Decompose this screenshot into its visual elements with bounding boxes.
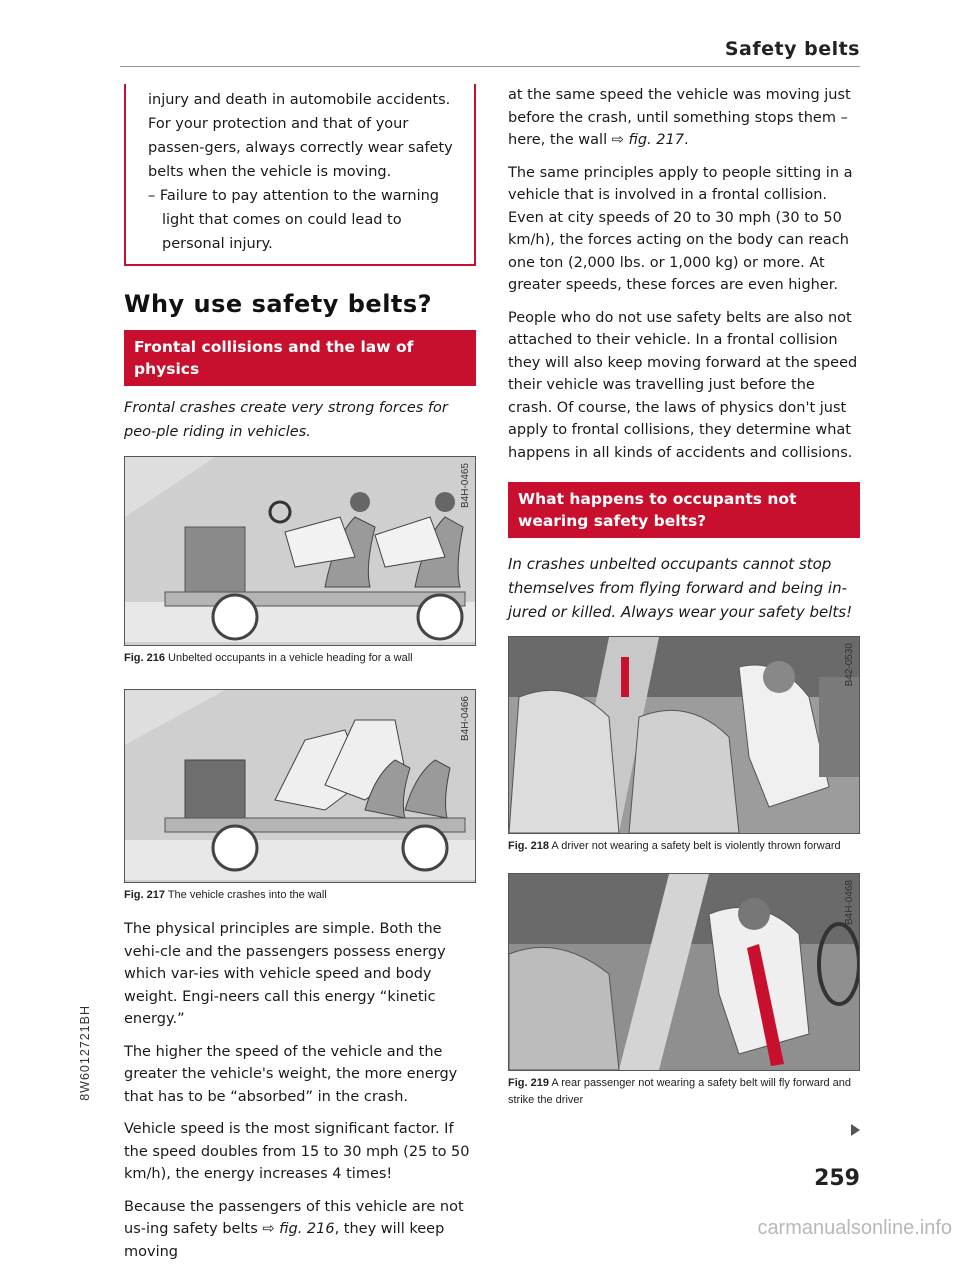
right-column (508, 84, 860, 1123)
figure-216-caption-text: Unbelted occupants in a vehicle heading for a wall (168, 652, 413, 664)
warning-text: injury and death in automobile accidents. For your protection and that of your passen-gers, always correctly wear safety belts when the vehicle is moving. (148, 92, 453, 180)
figure-218-caption (508, 838, 860, 855)
figure-217-code: B4H-0466 (460, 696, 471, 742)
left-paragraph-3: Vehicle speed is the most significant factor. If the speed doubles from 15 to 30 mph (25 to 50 km/h), the energy increases 4 times! (124, 1121, 470, 1182)
left-paragraph-1: The physical principles are simple. Both the vehi-cle and the passengers possess energy which var-ies with vehicle speed and body weight. Engi-neers call this energy “kinetic energy.” (124, 921, 446, 1027)
watermark: carmanualsonline.info (757, 1217, 952, 1239)
fig217-illustration (125, 690, 476, 882)
left-paragraph-4-text: Because the passengers of this vehicle are not us-ing safety belts (124, 1198, 464, 1237)
figure-216-code: B4H-0465 (460, 463, 471, 509)
header-rule (120, 66, 860, 67)
fig218-illustration (509, 637, 860, 833)
warning-bullet: – Failure to pay attention to the warning light that comes on could lead to personal injury. (148, 188, 440, 252)
figure-219-label: Fig. 219 (508, 1077, 549, 1089)
right-paragraph-1-end: . (683, 132, 689, 148)
figure-217-image (124, 689, 476, 883)
fig-217-link[interactable]: ⇨ fig. 217 (611, 132, 684, 148)
figure-219-caption (508, 1075, 860, 1109)
left-paragraph-4-end: , they will keep moving (124, 1221, 445, 1260)
figure-219-code: B4H-0468 (844, 880, 855, 926)
figure-217-caption (124, 887, 476, 904)
left-paragraph-4 (124, 1196, 476, 1264)
figure-219-image (508, 873, 860, 1071)
fig216-illustration (125, 457, 476, 645)
subsection-intro-frontal: Frontal crashes create very strong forces for peo-ple riding in vehicles. (124, 400, 448, 440)
subsection-intro-unbelted: In crashes unbelted occupants cannot stop themselves from flying forward and being in-jured or killed. Always wear your safety belts! (508, 555, 853, 621)
subsection-title-unbelted: What happens to occupants not wearing safety belts? (508, 482, 860, 538)
right-paragraph-2: The same principles apply to people sitting in a vehicle that is involved in a frontal collision. Even at city speeds of 20 to 30 mph (30 to 50 km/h), the forces acting on the body can reach one ton (2,000 lbs. or 1,000 kg) or more. At greater speeds, these forces are even higher. (508, 164, 853, 293)
continue-arrow-icon[interactable] (851, 1124, 860, 1136)
figure-216-label: Fig. 216 (124, 652, 165, 664)
right-paragraph-3: People who do not use safety belts are also not attached to their vehicle. In a frontal collision they will also keep moving forward at the speed their vehicle was travelling just before the crash. Of course, the laws of physics don't just apply to frontal collisions, they determine what happens in all kinds of accidents and collisions. (508, 309, 858, 461)
running-header: Safety belts (724, 38, 860, 60)
document-code: 8W6012721BH (78, 1005, 92, 1101)
right-paragraph-1 (508, 84, 860, 152)
left-column (124, 84, 476, 1273)
warning-box (124, 84, 476, 266)
figure-219-caption-text: A rear passenger not wearing a safety belt will fly forward and strike the driver (508, 1077, 852, 1106)
figure-218-caption-text: A driver not wearing a safety belt is violently thrown forward (551, 840, 841, 852)
left-paragraph-2: The higher the speed of the vehicle and the greater the vehicle's weight, the more energy that has to be “absorbed” in the crash. (124, 1043, 458, 1105)
figure-216-image (124, 456, 476, 646)
subsection-title-frontal: Frontal collisions and the law of physics (124, 330, 476, 386)
page-number: 259 (814, 1166, 860, 1191)
figure-218-code: B42-0530 (844, 643, 855, 687)
figure-217-caption-text: The vehicle crashes into the wall (167, 889, 327, 901)
section-title: Why use safety belts? (124, 290, 433, 318)
figure-218-label: Fig. 218 (508, 840, 549, 852)
right-paragraph-1-text: at the same speed the vehicle was moving just before the crash, until something stops them – here, the wall (508, 87, 851, 148)
fig-216-link[interactable]: ⇨ fig. 216 (262, 1221, 335, 1237)
figure-217-label: Fig. 217 (124, 889, 165, 901)
fig219-illustration (509, 874, 860, 1070)
figure-218-image (508, 636, 860, 834)
figure-216-caption (124, 650, 476, 667)
